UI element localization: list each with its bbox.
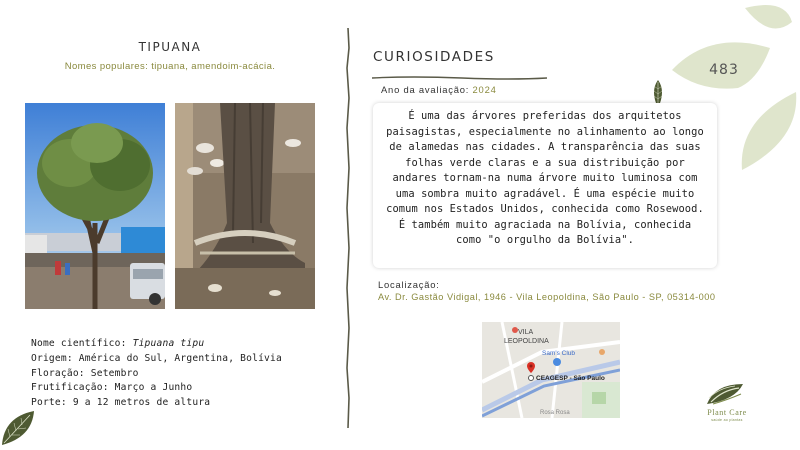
tree-number-badge: 483 [709,62,739,78]
logo-name: Plant Care [707,408,747,417]
popular-names: Nomes populares: tipuana, amendoim-acácia. [64,61,276,72]
leaf-decoration-top-right-icon [650,0,800,184]
plant-care-logo-icon [697,380,757,408]
plant-care-logo [697,380,761,422]
fact-size: Porte: 9 a 12 metros de altura [31,397,211,409]
tree-name-title: TIPUANA [138,40,202,54]
location-address: Av. Dr. Gastão Vidigal, 1946 - Vila Leopoldina, São Paulo - SP, 05314-000 [378,292,716,302]
fact-origin: Origem: América do Sul, Argentina, Bolívia [31,352,282,364]
logo-tagline: saúde ao plantas [711,418,743,422]
fact-label: Nome científico: [31,338,133,349]
map-poi-3: Rosa Rosa [540,410,570,416]
fact-flowering: Floração: Setembro [31,367,139,379]
map-district-line1: VILA [518,329,534,336]
location-label: Localização: [378,279,440,290]
map-poi-ceagesp[interactable]: CEAGESP - São Paulo [536,375,605,382]
fact-fruiting: Frutificação: Março a Junho [31,382,193,394]
map-district-line2: LEOPOLDINA [504,338,549,345]
tree-photo-trunk [175,103,315,309]
evaluation-year [381,84,497,95]
scientific-name-value: Tipuana tipu [132,338,205,349]
tree-facts [31,337,331,411]
map-poi-sams-club[interactable]: Sam's Club [542,350,576,357]
year-value: 2024 [472,84,497,95]
leaf-decoration-bottom-left-icon [0,405,40,450]
tree-photo-full [25,103,165,309]
location-map[interactable] [482,322,620,418]
fact-scientific-name [31,337,331,352]
curiosities-text: É uma das árvores preferidas dos arquitetos paisagistas, especialmente no alinhamento ao longo de alamedas nas cidades. A transparência das suas folhas verde claras e a sua distribuição por andares tornam-na numa árvore muito luminosa com uma sombra muito agradável. É uma espécie muito comum nos Estados Unidos, conhecida como Rosewood. É também muito agraciada na Bolívia, conhecida como "o orgulho da Bolívia". [386,110,704,246]
curiosities-title: CURIOSIDADES [373,49,495,65]
curiosities-underline [372,66,547,85]
page-divider [344,28,352,432]
year-label: Ano da avaliação: [381,84,473,95]
